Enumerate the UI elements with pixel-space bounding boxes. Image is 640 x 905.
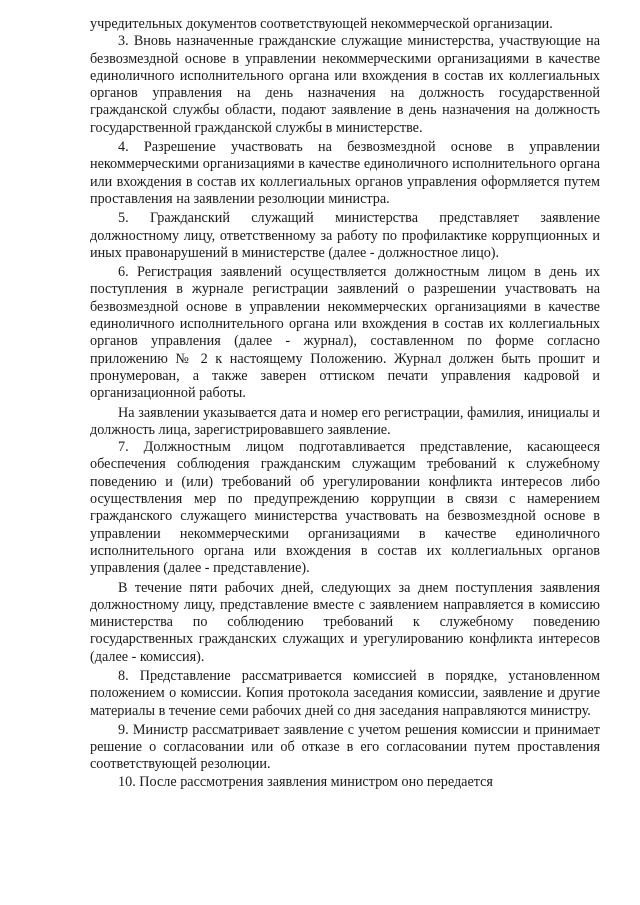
- paragraph-8: 8. Представление рассматривается комиссией в порядке, установленном положением о комиссии. Копия протокола заседания комиссии, заявление и другие материалы в течение семи рабочих дней со дня заседания направляются министру.: [90, 667, 600, 719]
- document-page: [90, 16, 600, 791]
- paragraph-7: 7. Должностным лицом подготавливается представление, касающееся обеспечения соблюдения гражданским служащим требований к служебному поведению и (или) требований об урегулировании конфликта интересов либо осуществления мер по предупреждению коррупции в связи с намерением гражданского служащего министерства участвовать на безвозмездной основе в управлении некоммерческими организациями в качестве единоличного исполнительного органа или вхождения в состав их коллегиальных органов управления (далее - представление).: [90, 439, 600, 577]
- paragraph-5: 5. Гражданский служащий министерства представляет заявление должностному лицу, ответственному за работу по профилактике коррупционных и иных правонарушений в министерстве (далее - должностное лицо).: [90, 210, 600, 261]
- paragraph-continuation: учредительных документов соответствующей некоммерческой организации.: [90, 16, 553, 32]
- paragraph-10: 10. После рассмотрения заявления министром оно передается: [118, 773, 493, 790]
- paragraph-3: 3. Вновь назначенные гражданские служащие министерства, участвующие на безвозмездной основе в управлении некоммерческими организациями в качестве единоличного исполнительного органа или вхождения в состав их коллегиальных органов управления на день назначения на должность государственной гражданской службы области, подают заявление в день назначения на должность государственной гражданской службы в министерстве.: [90, 33, 600, 136]
- paragraph-6: 6. Регистрация заявлений осуществляется должностным лицом в день их поступления в журнале регистрации заявлений о разрешении участвовать на безвозмездной основе в управлении некоммерческих организациями в качестве единоличного исполнительного органа или вхождения в состав их коллегиальных органов управления (далее - журнал), составленном по форме согласно приложению № 2 к настоящему Положению. Журнал должен быть прошит и пронумерован, а также заверен оттиском печати управления кадровой и организационной работы.: [90, 264, 600, 402]
- paragraph-9: 9. Министр рассматривает заявление с учетом решения комиссии и принимает решение о согласовании или об отказе в его согласовании путем проставления соответствующей резолюции.: [90, 721, 600, 773]
- paragraph-7-submission: В течение пяти рабочих дней, следующих за днем поступления заявления должностному лицу, представление вместе с заявлением направляется в комиссию министерства по соблюдению требований к служебному поведению государственных гражданских служащих и урегулированию конфликта интересов (далее - комиссия).: [90, 579, 600, 665]
- paragraph-4: 4. Разрешение участвовать на безвозмездной основе в управлении некоммерческими организациями в качестве единоличного исполнительного органа или вхождения в состав их коллегиальных органов управления оформляется путем проставления на заявлении резолюции министра.: [90, 139, 600, 207]
- paragraph-6-registration: На заявлении указывается дата и номер его регистрации, фамилия, инициалы и должность лица, зарегистрировавшего заявление.: [90, 404, 600, 438]
